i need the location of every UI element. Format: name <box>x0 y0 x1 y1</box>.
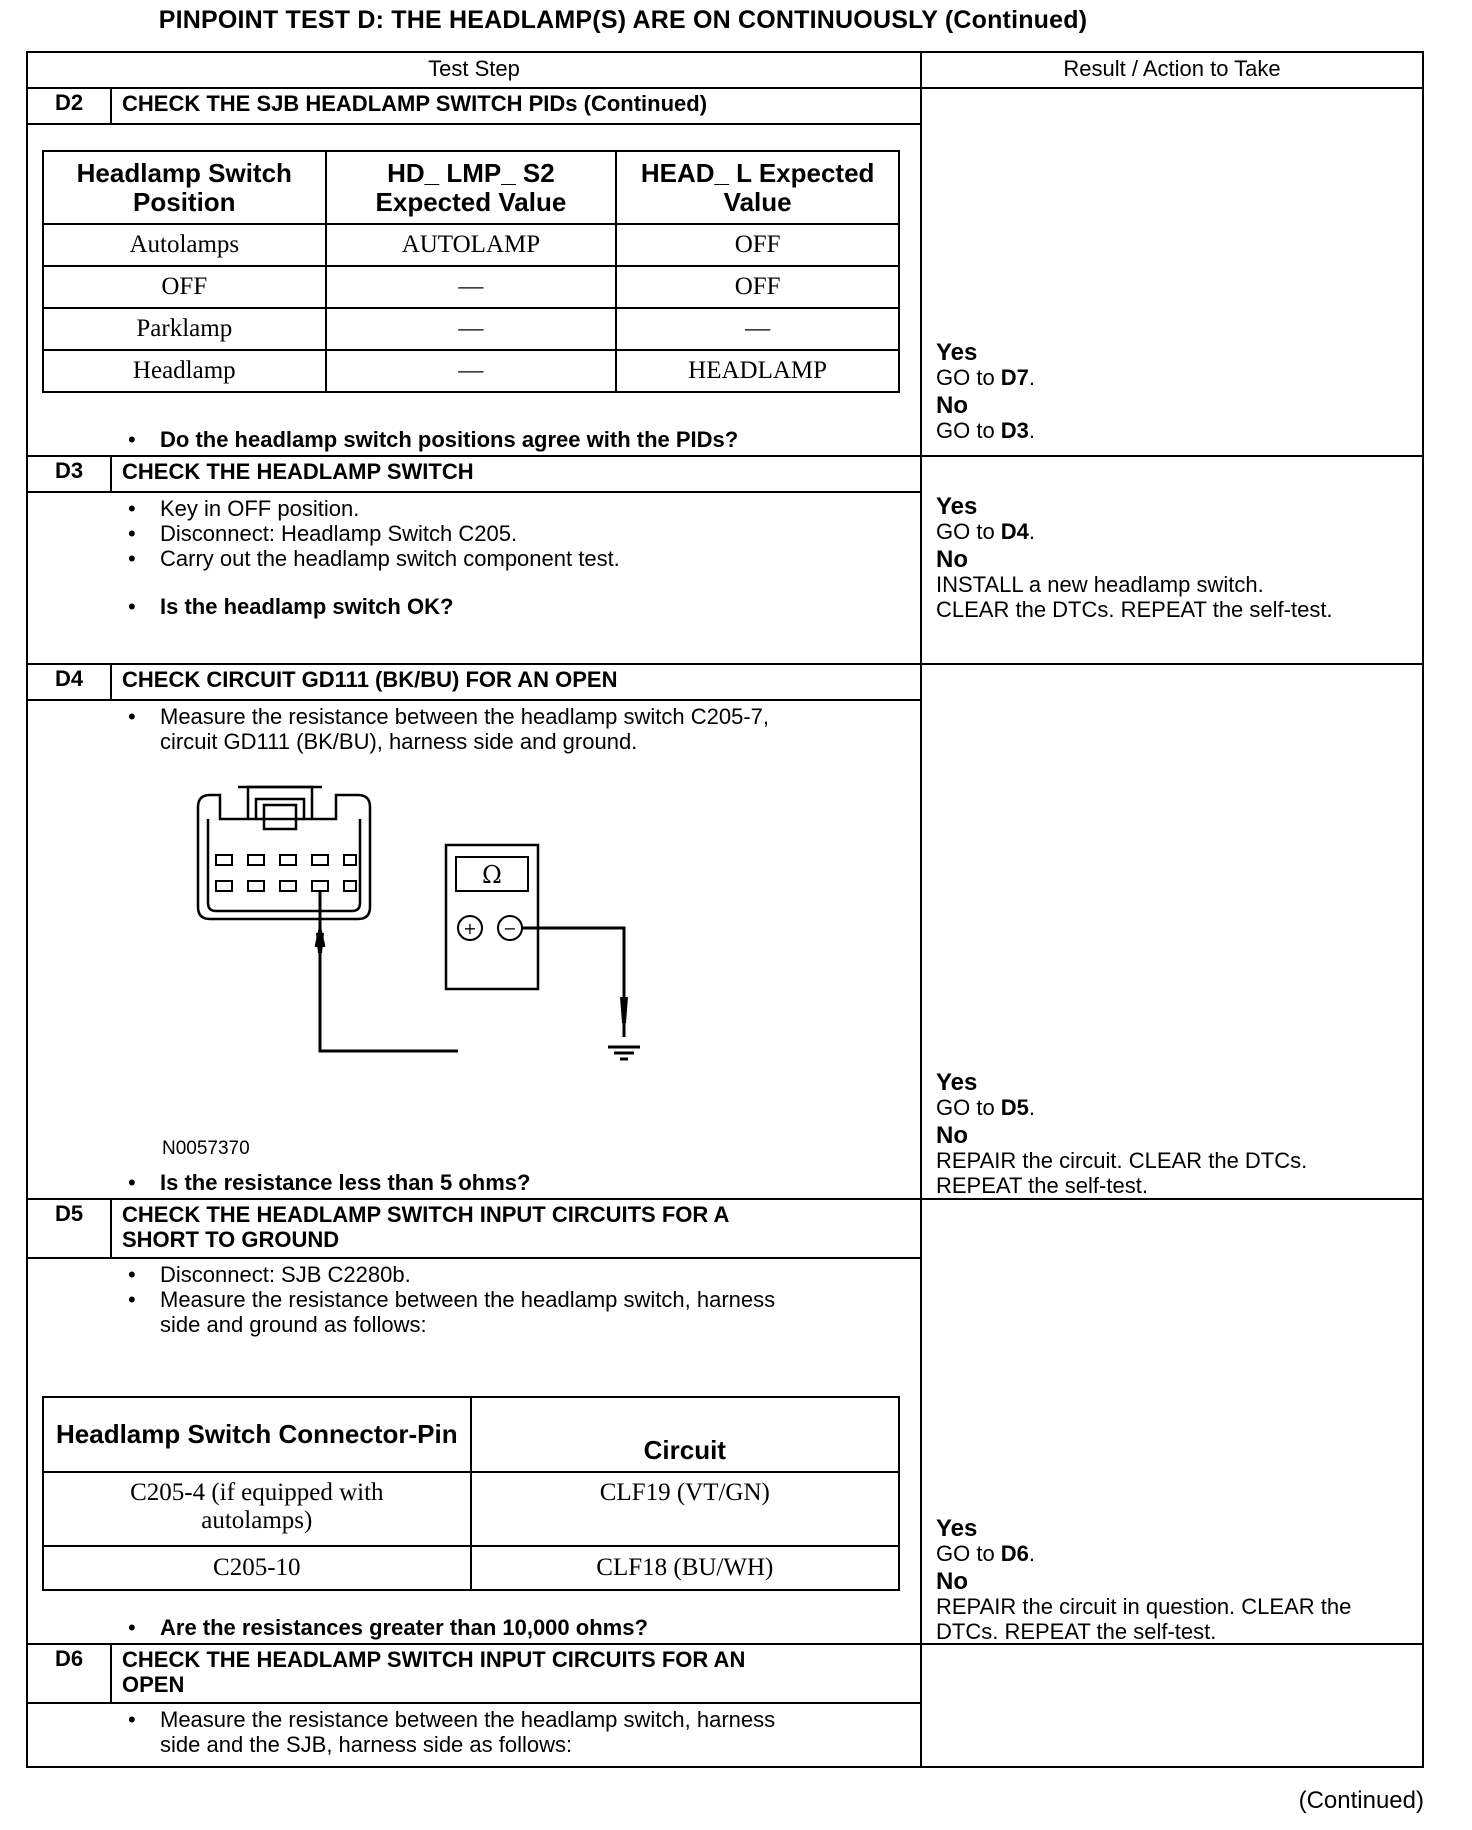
table-cell: — <box>616 308 899 350</box>
table-row <box>43 1472 899 1546</box>
table-row <box>43 1546 899 1590</box>
question-d5: • Are the resistances greater than 10,000 ohms? <box>128 1615 648 1640</box>
step-title-underline <box>28 491 920 493</box>
yes-target-link[interactable]: D7 <box>1000 365 1029 390</box>
table-cell: HEADLAMP <box>616 350 899 392</box>
step-id-d5: D5 <box>54 1201 84 1226</box>
bullet-item: • Measure the resistance between the headlamp switch C205-7, circuit GD111 (BK/BU), harness side and ground. <box>128 704 770 754</box>
no-label: No <box>936 1568 968 1595</box>
step-title-underline <box>28 1257 920 1259</box>
step-id-divider <box>110 1198 112 1257</box>
probe-tip <box>316 933 324 953</box>
no-label: No <box>936 1122 968 1149</box>
step-divider <box>28 1198 1422 1200</box>
no-action: INSTALL a new headlamp switch. <box>936 572 1264 597</box>
step-id-divider <box>110 455 112 491</box>
pinpoint-test-table <box>26 51 1424 1768</box>
result-d4: Yes GO to D5. No REPAIR the circuit. CLEAR the DTCs. REPEAT the self-test. <box>936 1069 1308 1198</box>
yes-target-link[interactable]: D5 <box>1000 1095 1029 1120</box>
pid-table <box>42 150 900 393</box>
yes-target-link[interactable]: D4 <box>1000 519 1029 544</box>
table-row <box>43 224 899 266</box>
step-title-d4: CHECK CIRCUIT GD111 (BK/BU) FOR AN OPEN <box>122 667 618 692</box>
continued-label: (Continued) <box>1298 1787 1424 1814</box>
yes-label: Yes <box>936 1069 978 1096</box>
bullet-item: • Carry out the headlamp switch component test. <box>128 546 620 571</box>
step-id-divider <box>110 87 112 123</box>
pid-table-header: Headlamp Switch Position <box>43 151 326 224</box>
table-row <box>43 350 899 392</box>
question-d3: • Is the headlamp switch OK? <box>128 594 454 619</box>
table-cell: AUTOLAMP <box>326 224 617 266</box>
step-id-d2: D2 <box>54 90 84 115</box>
no-label: No <box>936 392 968 419</box>
step-id-d3: D3 <box>54 458 84 483</box>
step-id-divider <box>110 1643 112 1702</box>
table-cell: Autolamps <box>43 224 326 266</box>
step-title-d6: CHECK THE HEADLAMP SWITCH INPUT CIRCUITS FOR AN OPEN <box>122 1647 746 1697</box>
yes-target-link[interactable]: D6 <box>1000 1541 1029 1566</box>
probe-tip <box>620 997 628 1023</box>
result-d3: Yes GO to D4. No INSTALL a new headlamp switch. CLEAR the DTCs. REPEAT the self-test. <box>936 493 1333 622</box>
step-divider <box>28 1643 1422 1645</box>
result-d5: Yes GO to D6. No REPAIR the circuit in question. CLEAR the DTCs. REPEAT the self-test. <box>936 1515 1352 1644</box>
step-title-underline <box>28 699 920 701</box>
ohmmeter <box>446 845 538 989</box>
table-cell: Headlamp <box>43 350 326 392</box>
no-action: GO to <box>936 418 1001 443</box>
step-divider <box>28 455 1422 457</box>
table-cell: — <box>326 350 617 392</box>
bullet-item: • Measure the resistance between the headlamp switch, harness side and ground as follows: <box>128 1287 776 1337</box>
step-title-underline <box>28 123 920 125</box>
bullet-item: • Measure the resistance between the headlamp switch, harness side and the SJB, harness side as follows: <box>128 1707 776 1757</box>
no-action: DTCs. REPEAT the self-test. <box>936 1619 1217 1644</box>
table-row <box>43 266 899 308</box>
yes-action: GO to <box>936 365 1001 390</box>
yes-label: Yes <box>936 339 978 366</box>
table-cell: C205-4 (if equipped with autolamps) <box>43 1472 471 1546</box>
no-action: REPAIR the circuit. CLEAR the DTCs. <box>936 1148 1308 1173</box>
table-cell: OFF <box>43 266 326 308</box>
figure-id: N0057370 <box>162 1138 250 1159</box>
yes-label: Yes <box>936 493 978 520</box>
step-title-d3: CHECK THE HEADLAMP SWITCH <box>122 459 474 484</box>
connector-pin-table <box>42 1396 900 1591</box>
table-cell: — <box>326 266 617 308</box>
table-cell: OFF <box>616 266 899 308</box>
table-cell: CLF18 (BU/WH) <box>471 1546 899 1590</box>
step-title-underline <box>28 1702 920 1704</box>
question-d2 <box>128 427 739 452</box>
page-title: PINPOINT TEST D: THE HEADLAMP(S) ARE ON CONTINUOUSLY (Continued) <box>158 6 1088 34</box>
yes-label: Yes <box>936 1515 978 1542</box>
ohmmeter-diagram <box>188 783 728 1133</box>
bullet-item: • Disconnect: SJB C2280b. <box>128 1262 411 1287</box>
step-id-d6: D6 <box>54 1646 84 1671</box>
positive-lead <box>316 891 458 1051</box>
step-title-d5: CHECK THE HEADLAMP SWITCH INPUT CIRCUITS FOR A SHORT TO GROUND <box>122 1202 730 1252</box>
bullet-dot: • <box>128 427 136 452</box>
no-action: REPEAT the self-test. <box>936 1173 1148 1198</box>
step-divider <box>28 663 1422 665</box>
table-row <box>43 308 899 350</box>
table-cell: CLF19 (VT/GN) <box>471 1472 899 1546</box>
step-title-d2: CHECK THE SJB HEADLAMP SWITCH PIDs (Continued) <box>122 91 708 116</box>
table-cell: C205-10 <box>43 1546 471 1590</box>
test-step-header: Test Step <box>428 56 520 81</box>
bullet-item: • Disconnect: Headlamp Switch C205. <box>128 521 518 546</box>
step-id-divider <box>110 663 112 699</box>
minus-terminal: − <box>503 919 517 938</box>
table-cell: — <box>326 308 617 350</box>
connector-c205 <box>198 787 370 919</box>
no-target-link[interactable]: D3 <box>1000 418 1029 443</box>
bullet-item: • Key in OFF position. <box>128 496 360 521</box>
no-action: CLEAR the DTCs. REPEAT the self-test. <box>936 597 1333 622</box>
table-cell: Parklamp <box>43 308 326 350</box>
plus-terminal: + <box>463 919 477 938</box>
step-id-d4: D4 <box>54 666 84 691</box>
result-d2: Yes GO to D7. No GO to D3. <box>936 339 1036 443</box>
connector-pins <box>216 855 356 891</box>
pid-table-header: HD_ LMP_ S2 Expected Value <box>326 151 617 224</box>
question-text: Do the headlamp switch positions agree with the PIDs? <box>160 427 739 452</box>
table-cell: OFF <box>616 224 899 266</box>
question-d4: • Is the resistance less than 5 ohms? <box>128 1170 531 1195</box>
no-label: No <box>936 546 968 573</box>
negative-lead <box>522 928 640 1059</box>
pin-table-header: Headlamp Switch Connector-Pin <box>43 1397 471 1472</box>
pid-table-header: HEAD_ L Expected Value <box>616 151 899 224</box>
column-divider <box>920 53 922 1766</box>
result-header: Result / Action to Take <box>1063 56 1281 81</box>
ohm-symbol: Ω <box>482 861 502 889</box>
no-action: REPAIR the circuit in question. CLEAR the <box>936 1594 1352 1619</box>
pin-table-header: Circuit <box>471 1397 899 1472</box>
header-divider <box>28 87 1422 89</box>
